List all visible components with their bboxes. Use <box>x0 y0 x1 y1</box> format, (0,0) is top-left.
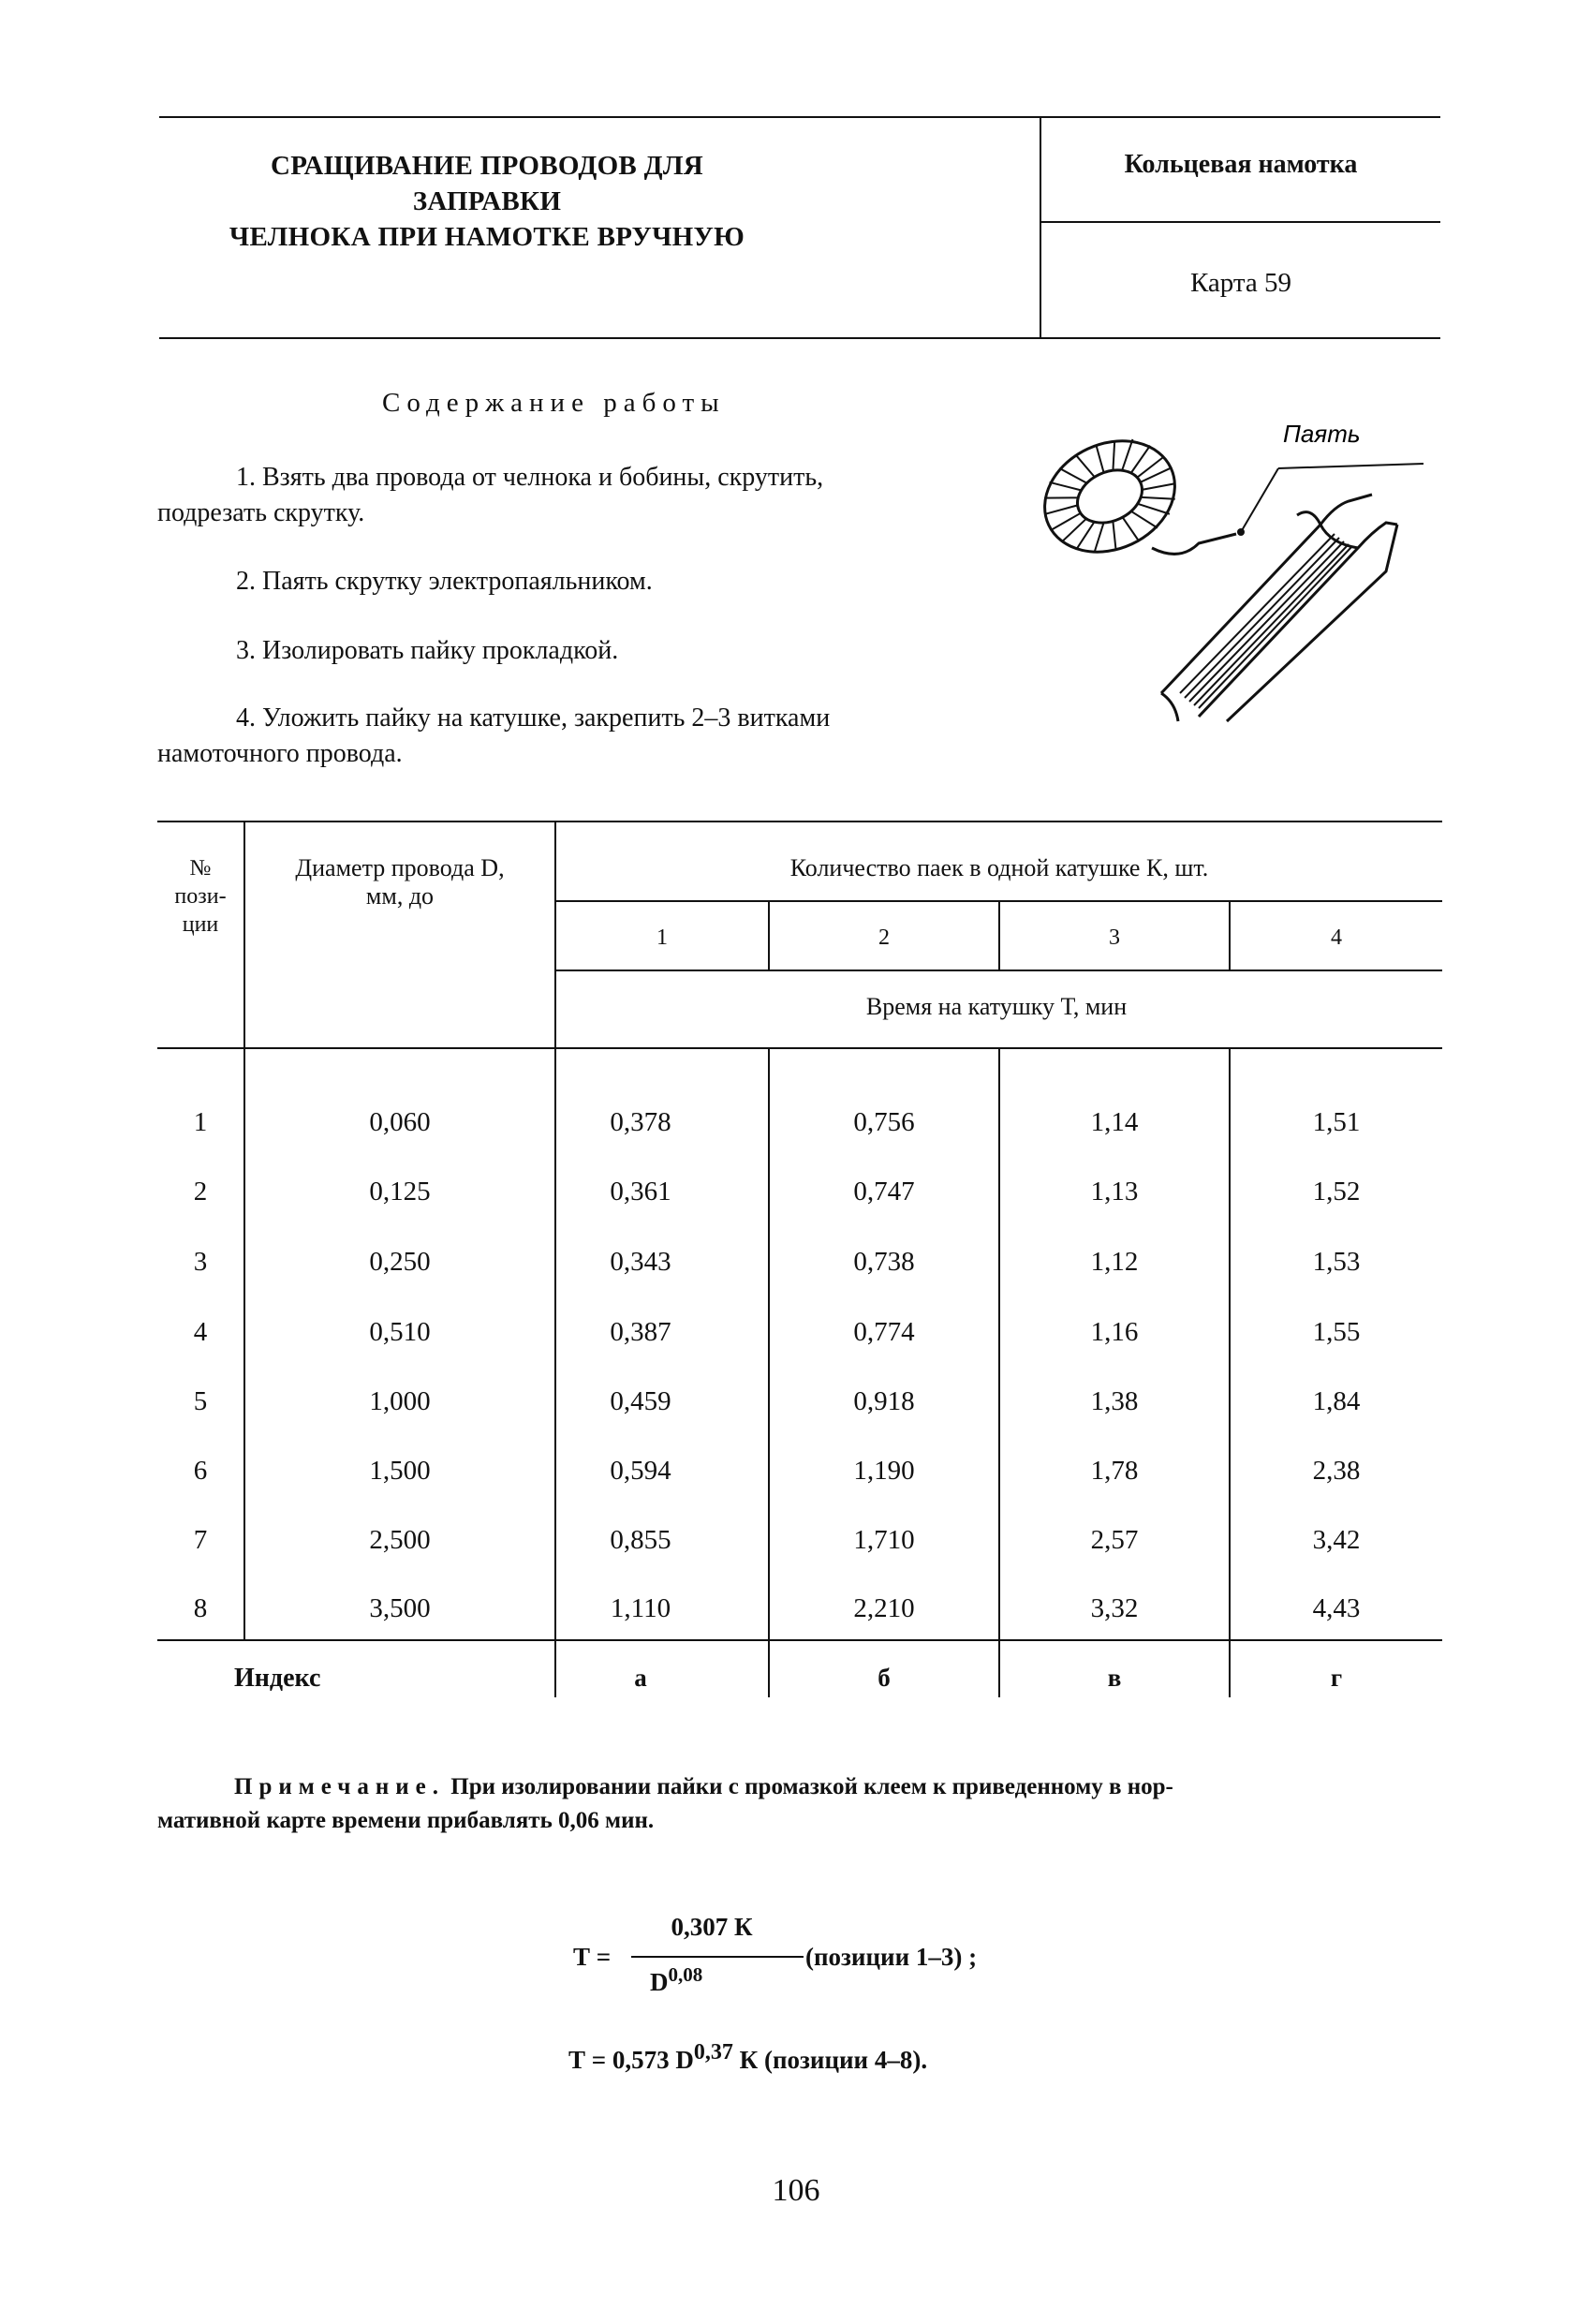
step-1 <box>157 460 963 531</box>
row-8-k2: 2,210 <box>853 1593 915 1623</box>
row-5-k2: 0,918 <box>853 1386 915 1416</box>
index-b: б <box>878 1664 891 1692</box>
step-1-line1: 1. Взять два провода от челнока и бобины, скрутить, <box>236 463 824 492</box>
page-title <box>225 148 749 255</box>
row-5-diam: 1,000 <box>369 1386 431 1416</box>
row-6-k1: 0,594 <box>610 1456 671 1486</box>
index-g: г <box>1330 1664 1343 1692</box>
row-2-k1: 0,361 <box>610 1177 671 1206</box>
step-4-line1: 4. Уложить пайку на катушке, закрепить 2–3 витками <box>236 703 831 733</box>
row-1-k3: 1,14 <box>1090 1107 1139 1137</box>
figure-label: Паять <box>1283 420 1361 448</box>
card-number: Карта 59 <box>1189 268 1292 298</box>
work-heading: Содержание работы <box>382 388 726 418</box>
col-pos-line3: ции <box>182 912 219 937</box>
row-8-k3: 3,32 <box>1090 1593 1139 1623</box>
row-6-pos: 6 <box>193 1456 208 1486</box>
step-4-line2: намоточного провода. <box>157 739 403 768</box>
col-pos-line1: № <box>189 856 212 881</box>
note-label: Примечание. <box>234 1774 446 1799</box>
formula-1-lhs: Т = <box>573 1943 612 1971</box>
row-4-k3: 1,16 <box>1090 1317 1139 1347</box>
row-1-pos: 1 <box>193 1107 208 1137</box>
row-3-k1: 0,343 <box>610 1247 671 1277</box>
row-5-pos: 5 <box>193 1386 208 1416</box>
page-number: 106 <box>772 2173 820 2208</box>
index-v: в <box>1107 1664 1122 1692</box>
index-a: а <box>634 1664 647 1692</box>
row-4-k1: 0,387 <box>610 1317 671 1347</box>
formula-1-note: (позиции 1–3) ; <box>805 1943 978 1971</box>
table-body-bottom-rule <box>157 1639 1442 1641</box>
col-pos-header <box>157 854 243 939</box>
formula-2-lhs: Т = 0,573 D <box>568 2046 694 2074</box>
formula-1-numerator: 0,307 К <box>671 1913 753 1941</box>
step-2: 2. Паять скрутку электропаяльником. <box>236 567 653 596</box>
col-diam-line2: мм, до <box>365 882 435 910</box>
step-4 <box>157 701 981 772</box>
formula-1-den-exp: 0,08 <box>668 1963 703 1986</box>
row-2-k2: 0,747 <box>853 1177 915 1206</box>
row-7-k2: 1,710 <box>853 1525 915 1555</box>
row-3-k3: 1,12 <box>1090 1247 1139 1277</box>
title-line-2: ЧЕЛНОКА ПРИ НАМОТКЕ ВРУЧНУЮ <box>229 222 745 252</box>
row-1-k4: 1,51 <box>1312 1107 1361 1137</box>
col-diam-line1: Диаметр провода D, <box>295 854 505 881</box>
row-3-k2: 0,738 <box>853 1247 915 1277</box>
row-1-diam: 0,060 <box>369 1107 431 1137</box>
row-2-k4: 1,52 <box>1312 1177 1361 1206</box>
row-7-pos: 7 <box>193 1525 208 1555</box>
header-top-rule <box>159 116 1440 118</box>
note <box>157 1770 1442 1838</box>
row-7-k3: 2,57 <box>1090 1525 1139 1555</box>
row-6-k3: 1,78 <box>1090 1456 1139 1486</box>
row-5-k4: 1,84 <box>1312 1386 1361 1416</box>
row-8-diam: 3,500 <box>369 1593 431 1623</box>
step-3: 3. Изолировать пайку прокладкой. <box>236 636 619 665</box>
row-7-k4: 3,42 <box>1312 1525 1361 1555</box>
k-value-2: 2 <box>878 925 890 950</box>
index-label: Индекс <box>234 1664 321 1693</box>
formula-1 <box>573 1911 1135 2005</box>
category-label: Кольцевая намотка <box>1124 150 1358 179</box>
title-line-1: СРАЩИВАНИЕ ПРОВОДОВ ДЛЯ ЗАПРАВКИ <box>270 151 704 216</box>
row-5-k3: 1,38 <box>1090 1386 1139 1416</box>
row-3-diam: 0,250 <box>369 1247 431 1277</box>
row-6-k2: 1,190 <box>853 1456 915 1486</box>
k-values-rule <box>554 970 1442 971</box>
k-value-4: 4 <box>1331 925 1342 950</box>
note-text-1: При изолировании пайки с промазкой клеем к приведенному в нор- <box>445 1774 1173 1799</box>
row-2-pos: 2 <box>193 1177 208 1206</box>
col-pos-line2: пози- <box>174 884 227 909</box>
row-6-diam: 1,500 <box>369 1456 431 1486</box>
row-4-pos: 4 <box>193 1317 208 1347</box>
row-4-diam: 0,510 <box>369 1317 431 1347</box>
row-1-k1: 0,378 <box>610 1107 671 1137</box>
formula-1-denominator <box>650 1963 702 1997</box>
row-5-k1: 0,459 <box>610 1386 671 1416</box>
note-text-2: мативной карте времени прибавлять 0,06 мин. <box>157 1808 655 1833</box>
formula-2-exp: 0,37 <box>693 2040 733 2065</box>
row-7-k1: 0,855 <box>610 1525 671 1555</box>
col-pos-divider <box>243 821 245 1639</box>
formula-1-den-base: D <box>650 1968 669 1996</box>
col-diam-header <box>245 854 554 910</box>
row-8-pos: 8 <box>193 1593 208 1623</box>
table-head-bottom-rule <box>157 1047 1442 1049</box>
header-bottom-rule <box>159 337 1440 339</box>
row-4-k4: 1,55 <box>1312 1317 1361 1347</box>
row-6-k4: 2,38 <box>1312 1456 1361 1486</box>
row-4-k2: 0,774 <box>853 1317 915 1347</box>
header-right-rule <box>1041 221 1440 223</box>
row-3-k4: 1,53 <box>1312 1247 1361 1277</box>
time-header: Время на катушку Т, мин <box>865 993 1128 1020</box>
step-1-line2: подрезать скрутку. <box>157 498 365 527</box>
row-2-k3: 1,13 <box>1090 1177 1139 1206</box>
row-7-diam: 2,500 <box>369 1525 431 1555</box>
formula-2 <box>568 2040 927 2075</box>
table-top-rule <box>157 821 1442 822</box>
toroid-coil <box>1026 421 1193 572</box>
k-value-3: 3 <box>1109 925 1120 950</box>
shuttle <box>1161 495 1397 721</box>
group-header: Количество паек в одной катушке К, шт. <box>789 854 1209 881</box>
soldering-illustration <box>1011 412 1452 731</box>
row-8-k1: 1,110 <box>610 1593 671 1623</box>
row-8-k4: 4,43 <box>1312 1593 1361 1623</box>
row-1-k2: 0,756 <box>853 1107 915 1137</box>
formula-2-rest: К (позиции 4–8). <box>732 2046 928 2074</box>
k-value-1: 1 <box>656 925 668 950</box>
row-3-pos: 3 <box>193 1247 208 1277</box>
row-2-diam: 0,125 <box>369 1177 431 1206</box>
formula-1-fraction-bar <box>631 1956 804 1958</box>
